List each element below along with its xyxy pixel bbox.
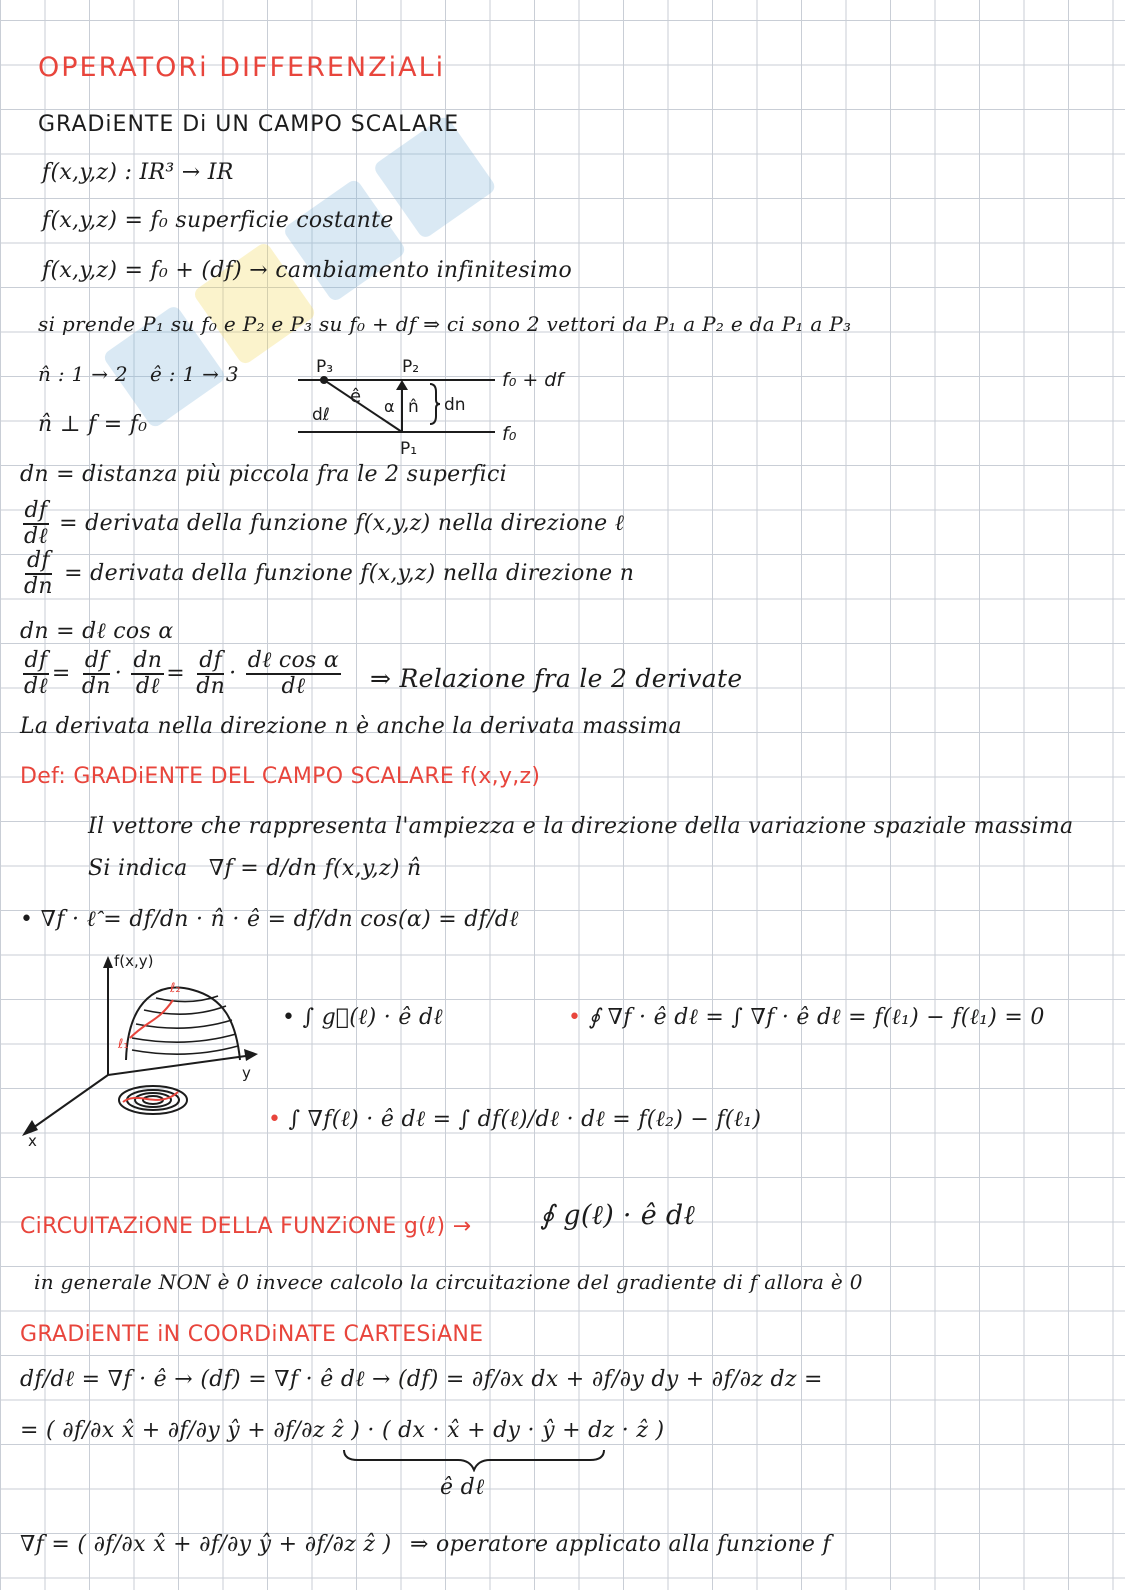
- underbrace: [340, 1446, 610, 1472]
- definition-title: Def: GRADiENTE DEL CAMPO SCALARE f(x,y,z): [20, 764, 541, 789]
- frac-dn-dl: $\frac{dn}{\text{dℓ}}$: [133, 648, 163, 699]
- points-description: si prende P₁ su f₀ e P₂ e P₃ su f₀ + df ⇒ ci sono 2 vettori da P₁ a P₂ e da P₁ a P₃: [38, 312, 852, 336]
- equation-infinitesimal: f(x,y,z) = f₀ + (df) → cambiamento infinitesimo: [42, 258, 573, 283]
- dfdl-definition: = derivata della funzione f(x,y,z) nella direzione ℓ: [59, 511, 625, 536]
- dfdl-fraction: $\frac{df}{\text{dℓ}}$: [24, 498, 48, 549]
- integral-closed-text: ∮ ∇f · ê dℓ = ∫ ∇f · ê dℓ = f(ℓ₁) − f(ℓ₁) = 0: [588, 1005, 1045, 1030]
- diagram-alpha: α: [384, 397, 395, 416]
- chain-rule-row: $\frac{df}{\text{dℓ}}$ = $\frac{df}{dn}$ · $\frac{dn}{\text{dℓ}}$ = $\frac{df}{dn}$ · $\frac{\text{dℓ cos α}}{\text{dℓ}}$: [24, 648, 340, 699]
- path-on-surface: [130, 1000, 173, 1038]
- diagram-p2: P₂: [402, 357, 420, 377]
- surface-plot-sketch: [8, 950, 278, 1150]
- n-perpendicular: n̂ ⊥ f = f₀: [38, 412, 148, 437]
- diagram-p1: P₁: [400, 439, 418, 459]
- y-axis-arrow: [244, 1049, 258, 1061]
- max-derivative-text: La derivata nella direzione n è anche la derivata massima: [20, 714, 682, 739]
- circuitation-title: CiRCUITAZiONE DELLA FUNZiONE g(ℓ) →: [20, 1214, 472, 1239]
- relation-text: ⇒ Relazione fra le 2 derivate: [370, 664, 743, 693]
- indicates-label: Si indica: [88, 856, 188, 881]
- plot-z-label: f(x,y): [114, 952, 154, 970]
- integral-gradient-text: ∫ ∇f(ℓ) · ê dℓ = ∫ df(ℓ)/dℓ · dℓ = f(ℓ₂) − f(ℓ₁): [288, 1107, 762, 1132]
- dn-cos-equation: dn = dℓ cos α: [20, 619, 174, 644]
- plot-l1-label: ℓ₁: [118, 1037, 129, 1052]
- contour-1: [132, 1034, 236, 1042]
- circuitation-text: in generale NON è 0 invece calcolo la circuitazione del gradiente di f allora è 0: [34, 1270, 863, 1294]
- dfdn-definition: = derivata della funzione f(x,y,z) nella direzione n: [64, 561, 635, 586]
- gradient-definition: ∇f = d/dn f(x,y,z) n̂: [208, 856, 422, 881]
- plot-l2-label: ℓ₂: [170, 981, 181, 996]
- frac-df-dl: $\frac{df}{\text{dℓ}}$: [24, 648, 48, 699]
- diagram-e-hat: ê: [350, 386, 362, 407]
- diagram-f0: f₀: [502, 423, 517, 445]
- integral-gradient: • ∫ ∇f(ℓ) · ê dℓ = ∫ df(ℓ)/dℓ · dℓ = f(ℓ₂) − f(ℓ₁): [268, 1107, 762, 1132]
- dn-brace: [430, 384, 440, 424]
- diagram-dl: dℓ: [312, 405, 330, 425]
- cartesian-title: GRADiENTE iN COORDiNATE CARTESiANE: [20, 1322, 484, 1347]
- diagram-dn: dn: [444, 395, 466, 415]
- diagram-f0-df: f₀ + df: [502, 369, 564, 391]
- frac-dlcos-dl: $\frac{\text{dℓ cos α}}{\text{dℓ}}$: [247, 648, 340, 699]
- cartesian-line-2: = ( ∂f/∂x x̂ + ∂f/∂y ŷ + ∂f/∂z ẑ ) · ( dx · x̂ + dy · ŷ + dz · ẑ ): [20, 1418, 665, 1443]
- frac-df-dn-2: $\frac{df}{dn}$: [196, 648, 226, 699]
- integral-g-text: ∫ g⃗(ℓ) · ê dℓ: [302, 1005, 443, 1030]
- plot-x-label: x: [28, 1132, 37, 1150]
- surfaces-diagram: [290, 350, 590, 465]
- cartesian-line-1: df/dℓ = ∇f · ê → (df) = ∇f · ê dℓ → (df) = ∂f/∂x dx + ∂f/∂y dy + ∂f/∂z dz =: [20, 1367, 823, 1392]
- plot-y-label: y: [242, 1064, 251, 1082]
- integral-g: • ∫ g⃗(ℓ) · ê dℓ: [282, 1005, 443, 1030]
- page-title: OPERATORi DIFFERENZiALi: [38, 52, 446, 83]
- z-axis-arrow: [103, 956, 113, 968]
- integral-closed: • ∮ ∇f · ê dℓ = ∫ ∇f · ê dℓ = f(ℓ₁) − f(ℓ₁) = 0: [568, 1005, 1045, 1030]
- equation-map: f(x,y,z) : IR³ → IR: [42, 160, 234, 185]
- contour-3: [144, 1006, 226, 1014]
- x-axis: [30, 1075, 108, 1130]
- cartesian-operator-text: ⇒ operatore applicato alla funzione f: [410, 1532, 831, 1557]
- equation-surface: f(x,y,z) = f₀ superficie costante: [42, 208, 394, 233]
- dn-definition: dn = distanza più piccola fra le 2 superfici: [20, 462, 507, 487]
- dfdl-definition-row: [20, 500, 624, 548]
- frac-df-dn: $\frac{df}{dn}$: [81, 648, 111, 699]
- cartesian-line-3: ∇f = ( ∂f/∂x x̂ + ∂f/∂y ŷ + ∂f/∂z ẑ ): [20, 1532, 392, 1557]
- y-axis: [108, 1055, 253, 1075]
- cartesian-brace-label: ê dℓ: [440, 1475, 485, 1500]
- point-p3-dot: [320, 376, 328, 384]
- diagram-p3: P₃: [316, 357, 334, 377]
- n-vector-arrow: [396, 380, 408, 390]
- contour-5: [132, 1046, 238, 1054]
- n-hat-definition: n̂ : 1 → 2: [38, 362, 128, 386]
- dfdn-fraction: $\frac{df}{dn}$: [24, 548, 53, 599]
- e-hat-definition: ê : 1 → 3: [150, 362, 239, 386]
- dfdn-definition-row: [20, 550, 634, 598]
- section-heading-gradient: GRADiENTE Di UN CAMPO SCALARE: [38, 112, 460, 137]
- indicates-row: [88, 856, 422, 881]
- gradient-dot-product: • ∇f · ℓ̂ = df/dn · n̂ · ê = df/dn cos(α) = df/dℓ: [20, 907, 519, 932]
- diagram-n-hat: n̂: [408, 397, 419, 417]
- definition-text: Il vettore che rappresenta l'ampiezza e la direzione della variazione spaziale massima: [88, 814, 1074, 839]
- circuitation-formula: ∮ g(ℓ) · ê dℓ: [540, 1200, 695, 1231]
